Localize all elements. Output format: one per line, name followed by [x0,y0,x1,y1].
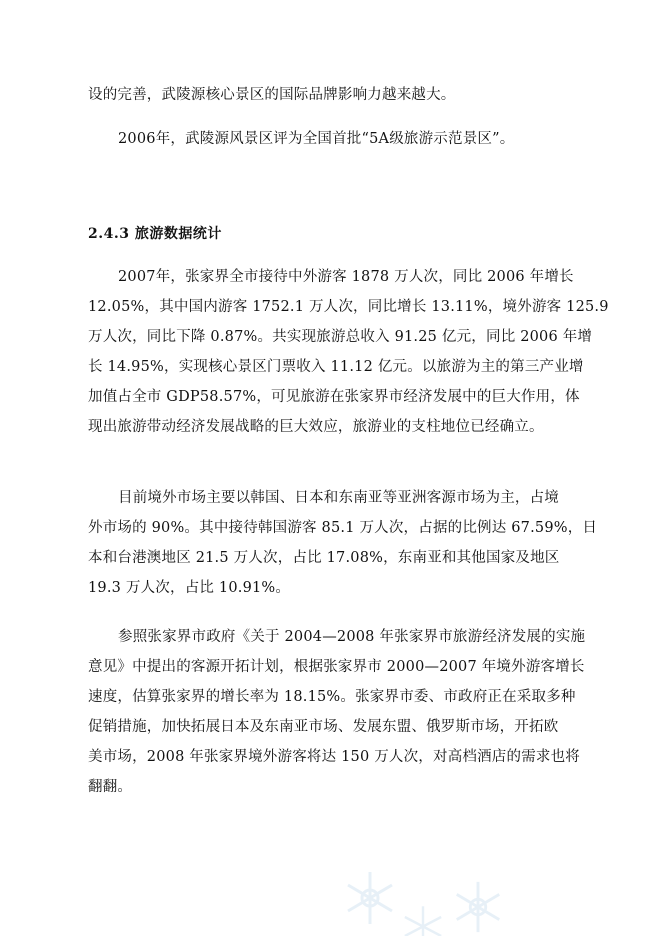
text-line: 促销措施，加快拓展日本及东南亚市场、发展东盟、俄罗斯市场，开拓欧 [88,719,559,735]
text-line: 19.3 万人次，占比 10.91%。 [88,580,291,596]
paragraph-3 [88,262,609,442]
text-line: 美市场，2008 年张家界境外游客将达 150 万人次，对高档酒店的需求也将 [88,749,581,765]
text-line: 翻翻。 [88,779,133,795]
text-line: 本和台港澳地区 21.5 万人次，占比 17.08%，东南亚和其他国家及地区 [88,550,560,566]
text-line: 12.05%，其中国内游客 1752.1 万人次，同比增长 13.11%，境外游客 125.9 [88,299,609,315]
text-line: 万人次，同比下降 0.87%。共实现旅游总收入 91.25 亿元，同比 2006 年增 [88,329,593,345]
text-line: 现出旅游带动经济发展战略的巨大效应，旅游业的支柱地位已经确立。 [88,419,544,435]
text-line: 外市场的 90%。其中接待韩国游客 85.1 万人次，占据的比例达 67.59%，日 [88,520,598,536]
paragraph-1 [88,80,588,110]
snowflake-watermark-icon [340,868,400,928]
text-line: 2007年，张家界全市接待中外游客 1878 万人次，同比 2006 年增长 [118,269,574,285]
text-line: 速度，估算张家界的增长率为 18.15%。张家界市委、市政府正在采取多种 [88,689,576,705]
section-heading: 2.4.3 旅游数据统计 [88,226,222,242]
snowflake-watermark-icon [398,903,448,936]
text-line: 长 14.95%，实现核心景区门票收入 11.12 亿元。以旅游为主的第三产业增 [88,359,584,375]
text-line: 目前境外市场主要以韩国、日本和东南亚等亚洲客源市场为主，占境 [118,490,559,506]
text-line: 参照张家界市政府《关于 2004—2008 年张家界市旅游经济发展的实施 [118,629,586,645]
text-line: 意见》中提出的客源开拓计划，根据张家界市 2000—2007 年境外游客增长 [88,659,585,675]
paragraph-5 [88,622,588,802]
text-line: 设的完善，武陵源核心景区的国际品牌影响力越来越大。 [88,87,456,103]
snowflake-watermark-icon [448,878,508,936]
paragraph-4 [88,483,598,603]
text-line: 2006年，武陵源风景区评为全国首批“5A级旅游示范景区”。 [118,131,515,147]
text-line: 加值占全市 GDP58.57%，可见旅游在张家界市经济发展中的巨大作用，体 [88,389,580,405]
paragraph-2 [88,124,588,154]
